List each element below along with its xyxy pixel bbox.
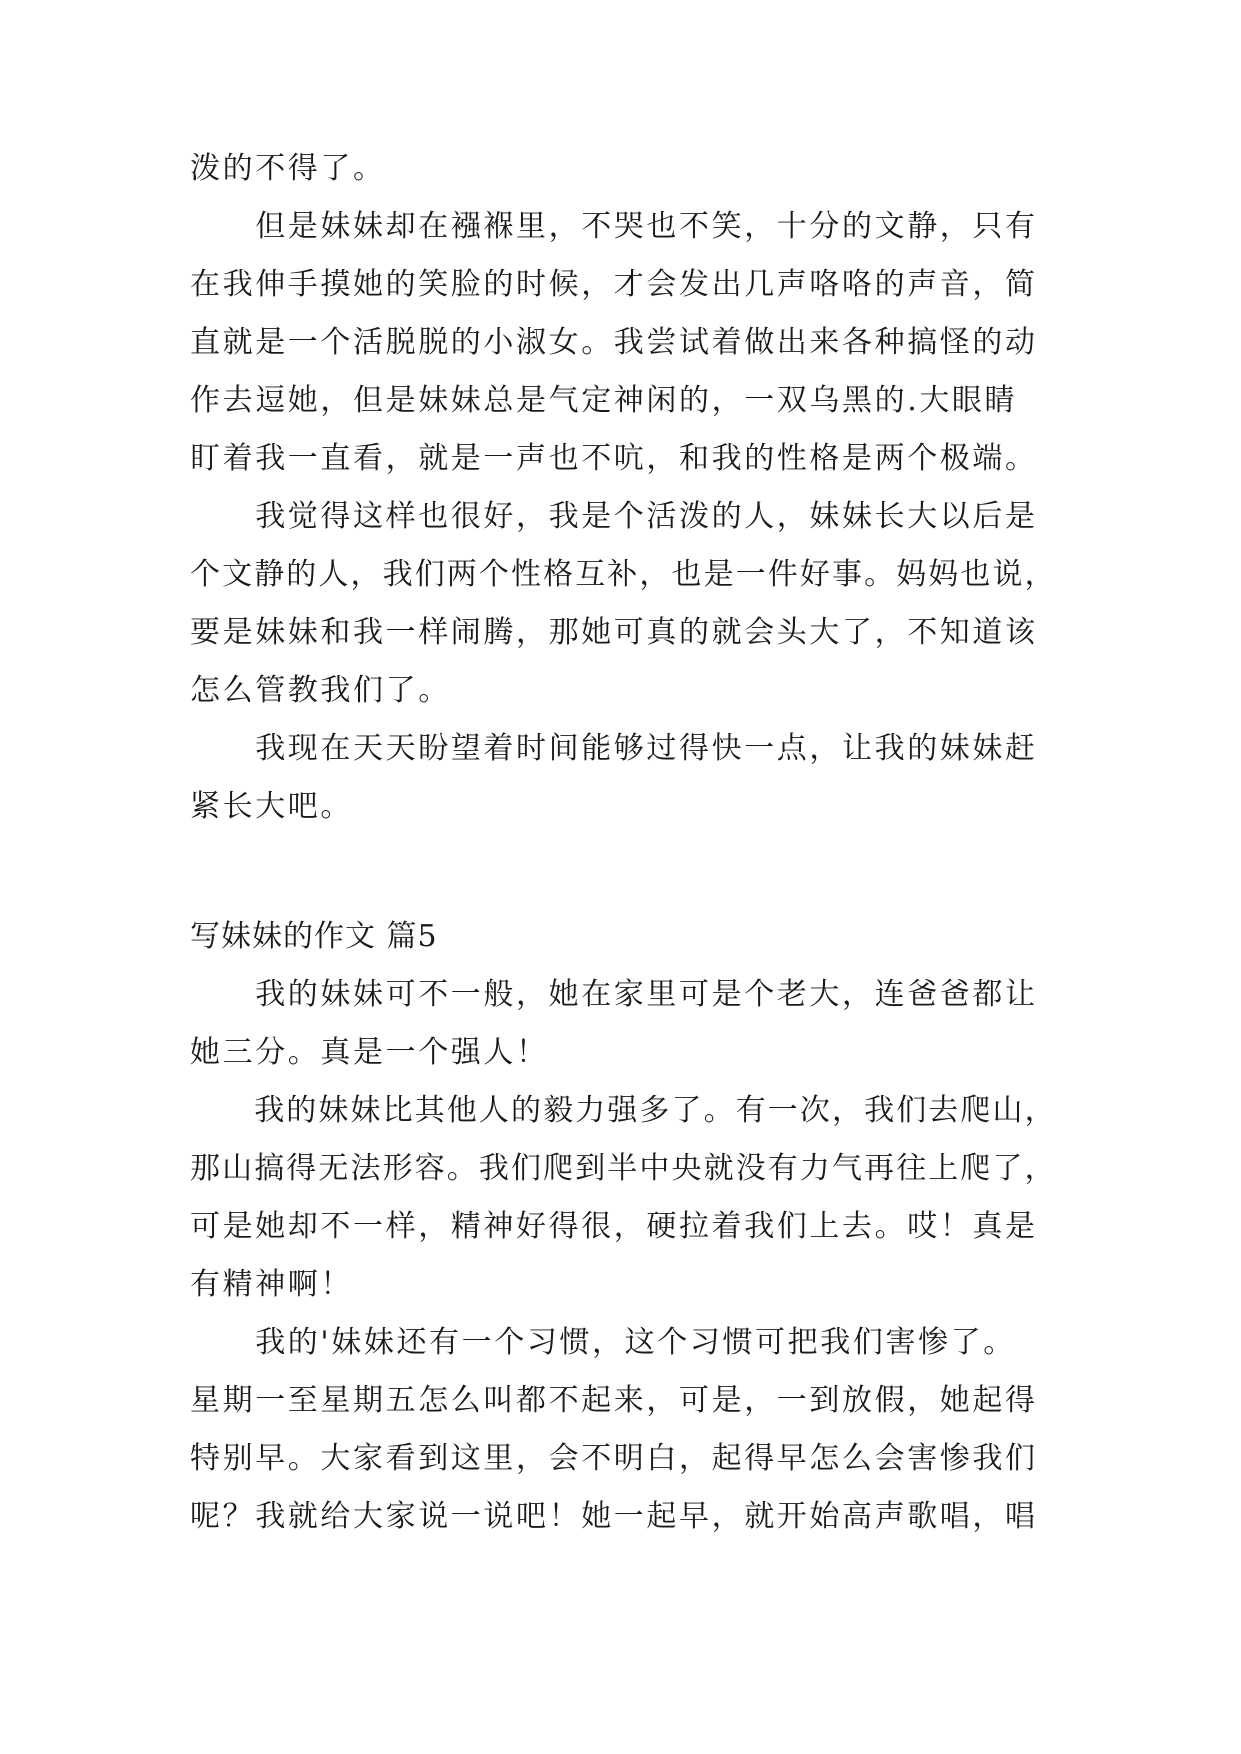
text-line: 作去逗她，但是妹妹总是气定神闲的，一双乌黑的.大眼睛 — [190, 383, 1018, 418]
section-heading: 写妹妹的作文 篇5 — [190, 919, 438, 954]
text-line: 直就是一个活脱脱的小淑女。我尝试着做出来各种搞怪的动 — [190, 325, 1038, 360]
text-line: 盯着我一直看，就是一声也不吭，和我的性格是两个极端。 — [190, 441, 1038, 476]
text-line: 那山搞得无法形容。我们爬到半中央就没有力气再往上爬了， — [190, 1151, 1057, 1186]
text-line: 有精神啊！ — [190, 1267, 353, 1302]
text-line: 个文静的人，我们两个性格互补，也是一件好事。妈妈也说， — [190, 557, 1057, 592]
text-line: 在我伸手摸她的笑脸的时候，才会发出几声咯咯的声音，简 — [190, 267, 1038, 302]
text-line: 怎么管教我们了。 — [190, 673, 451, 708]
text-line: 但是妹妹却在襁褓里，不哭也不笑，十分的文静，只有 — [190, 209, 1038, 244]
text-line: 我的'妹妹还有一个习惯，这个习惯可把我们害惨了。 — [190, 1325, 1016, 1360]
text-line: 我觉得这样也很好，我是个活泼的人，妹妹长大以后是 — [190, 499, 1038, 534]
text-line: 我的妹妹可不一般，她在家里可是个老大，连爸爸都让 — [190, 977, 1038, 1012]
text-line: 呢？我就给大家说一说吧！她一起早，就开始高声歌唱，唱 — [190, 1499, 1038, 1534]
text-line: 要是妹妹和我一样闹腾，那她可真的就会头大了，不知道该 — [190, 615, 1038, 650]
text-line: 我的妹妹比其他人的毅力强多了。有一次，我们去爬山， — [190, 1093, 1057, 1128]
text-line: 我现在天天盼望着时间能够过得快一点，让我的妹妹赶 — [190, 731, 1038, 766]
text-line: 可是她却不一样，精神好得很，硬拉着我们上去。哎！真是 — [190, 1209, 1038, 1244]
text-line: 星期一至星期五怎么叫都不起来，可是，一到放假，她起得 — [190, 1383, 1038, 1418]
text-line: 她三分。真是一个强人！ — [190, 1035, 549, 1070]
text-line: 紧长大吧。 — [190, 789, 353, 824]
text-line: 特别早。大家看到这里，会不明白，起得早怎么会害惨我们 — [190, 1441, 1038, 1476]
text-line: 泼的不得了。 — [190, 151, 386, 186]
